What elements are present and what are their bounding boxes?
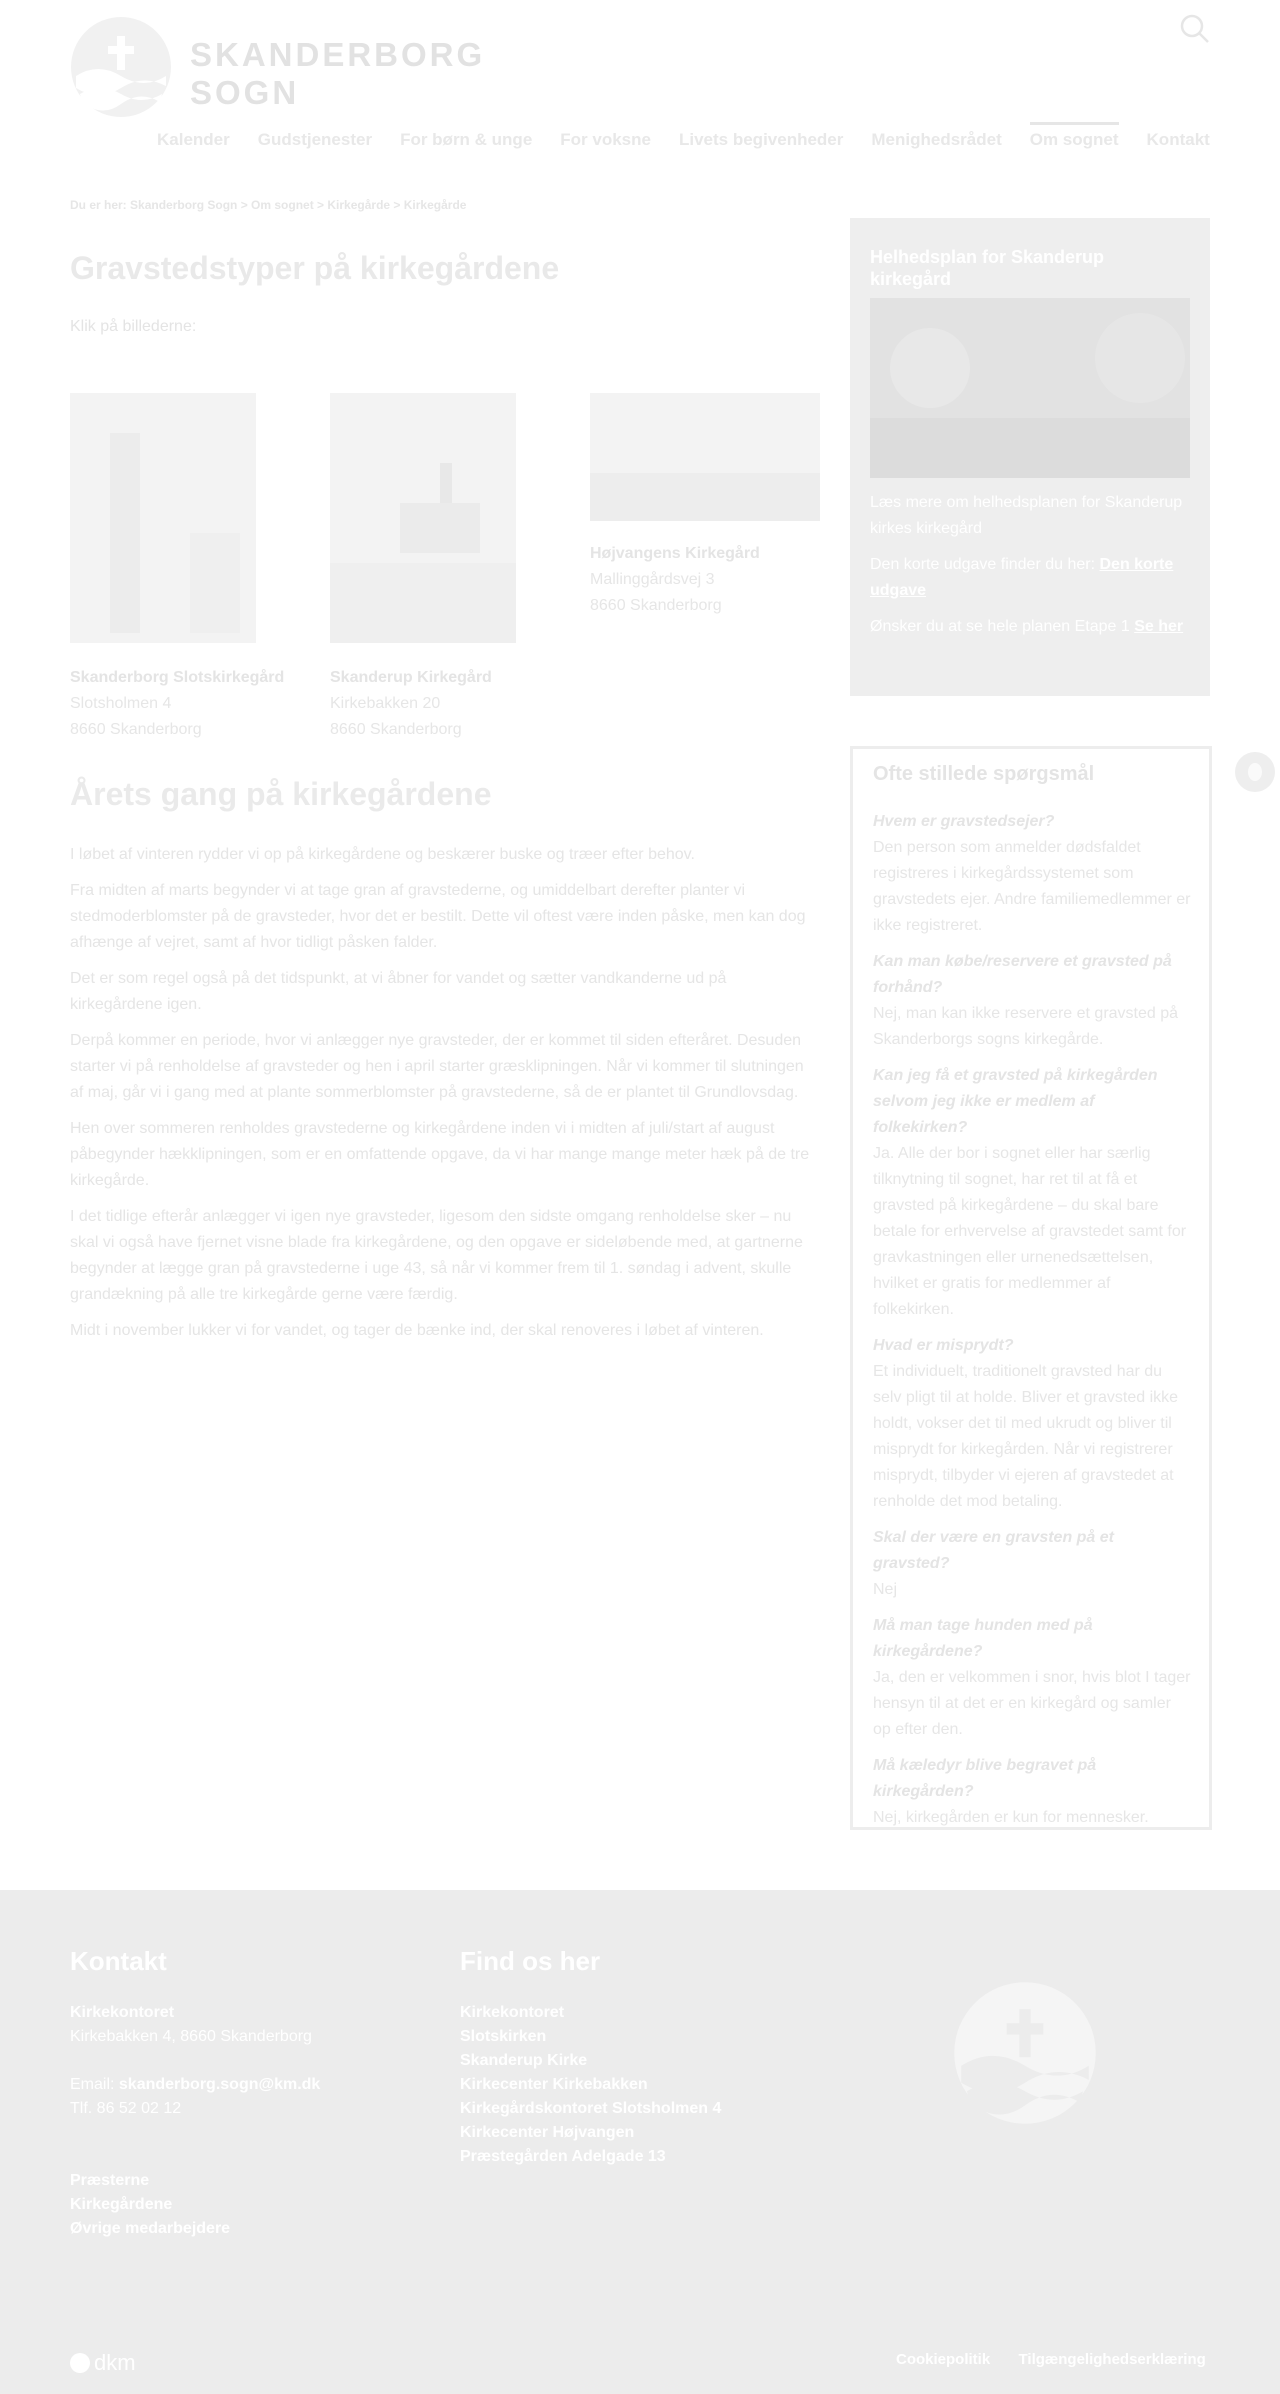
cemetery-card-1 (70, 665, 310, 743)
cemetery-card-3 (590, 541, 830, 619)
nav-kontakt[interactable]: Kontakt (1146, 130, 1210, 149)
cookie-link[interactable]: Cookiepolitik (896, 2351, 991, 2368)
cemetery-address: Slotsholmen 4 (70, 695, 172, 712)
faq-answer: Nej (873, 1581, 898, 1598)
logo-line2: SOGN (190, 74, 300, 111)
cemetery-city: 8660 Skanderborg (590, 597, 722, 614)
footer-contact (70, 1946, 320, 2241)
faq-heading: Ofte stillede spørgsmål (873, 763, 1095, 785)
paragraph: Midt i november lukker vi for vandet, og tager de bænke ind, der skal renoveres i løbet af vinteren. (70, 1322, 764, 1339)
plan-text-2-prefix: Den korte udgave finder du her: (870, 556, 1100, 573)
footer (0, 1890, 1280, 2394)
nav-menighedsraadet[interactable]: Menighedsrådet (871, 130, 1002, 149)
page-title: Gravstedstyper på kirkegårdene (70, 250, 560, 286)
footer-link-medarbejdere[interactable]: Øvrige medarbejdere (70, 2220, 231, 2237)
paragraph: Hen over sommeren renholdes gravstederne og kirkegårdene inden vi i midten af juli/start af august påbegynder hækklipningen, som er en omfattende opgave, da vi har mange mange meter hæk på de tre kirkegårde. (70, 1120, 810, 1189)
search-icon[interactable] (1180, 14, 1210, 44)
section-body (70, 842, 820, 1354)
find-link[interactable]: Kirkekontoret (460, 2004, 565, 2021)
nav-voksne[interactable]: For voksne (560, 130, 651, 149)
plan-title: Helhedsplan for Skanderup kirkegård (870, 247, 1105, 289)
plan-image[interactable] (870, 298, 1190, 478)
find-link[interactable]: Kirkecenter Højvangen (460, 2124, 635, 2141)
cemetery-image-hoejvangen[interactable] (590, 393, 820, 521)
logo-icon[interactable] (68, 14, 174, 120)
find-link[interactable]: Slotskirken (460, 2028, 547, 2045)
footer-contact-heading: Kontakt (70, 1946, 167, 1976)
cemetery-name[interactable]: Skanderup Kirkegård (330, 669, 492, 686)
paragraph: Fra midten af marts begynder vi at tage gran af gravstederne, og umiddelbart derefter planter vi stedmoderblomster på de gravsteder, hvor det er bestilt. Dette vil oftest være inden påske, men kan dog afhænge af vejret, samt af hvor tidligt påsken falder. (70, 882, 806, 951)
cemetery-image-skanderup[interactable] (330, 393, 516, 643)
faq-box (850, 746, 1212, 1830)
faq-answer: Den person som anmelder dødsfaldet registreres i kirkegårdssystemet som gravstedets ejer. Andre familiemedlemmer er ikke registreret. (873, 839, 1191, 934)
faq-question: Kan man købe/reservere et gravsted på forhånd? (873, 953, 1172, 996)
email-label: Email: (70, 2076, 119, 2093)
dkm-logo[interactable] (70, 2350, 136, 2376)
helhedsplan-box (850, 218, 1210, 696)
chat-widget-icon[interactable] (1235, 752, 1275, 792)
dkm-text: dkm (94, 2350, 136, 2375)
faq-question: Skal der være en gravsten på et gravsted? (873, 1529, 1114, 1572)
main-nav (157, 130, 1238, 150)
site-logo-text[interactable] (190, 36, 485, 112)
paragraph: Derpå kommer en periode, hvor vi anlægger nye gravsteder, der er kommet til siden efteråret. Desuden starter vi på renholdelse af gravsteder og hen i april starter græsklipningen. Når vi kommer til slutningen af maj, går vi i gang med at plante sommerblomster på gravstederne, så de er plantet til Grundlovsdag. (70, 1032, 804, 1101)
find-link[interactable]: Præstegården Adelgade 13 (460, 2148, 666, 2165)
cemetery-image-slotskirkegaard[interactable] (70, 393, 256, 643)
footer-find (460, 1946, 721, 2169)
cemetery-name[interactable]: Skanderborg Slotskirkegård (70, 669, 285, 686)
paragraph: Det er som regel også på det tidspunkt, at vi åbner for vandet og sætter vandkanderne ud på kirkegårdene igen. (70, 970, 727, 1013)
find-link[interactable]: Kirkegårdskontoret Slotsholmen 4 (460, 2100, 722, 2117)
plan-text (870, 490, 1190, 650)
faq-answer: Ja. Alle der bor i sognet eller har særlig tilknytning til sognet, har ret til at få et gravsted på kirkegårdene – du skal bare betale for erhvervelse af gravstedet samt for gravkastningen eller urnenedsættelsen, hvilket er gratis for medlemmer af folkekirken. (873, 1145, 1187, 1318)
email-link[interactable]: skanderborg.sogn@km.dk (118, 2076, 321, 2093)
cemetery-city: 8660 Skanderborg (70, 721, 202, 738)
plan-text-3 (870, 614, 1190, 640)
short-version-link[interactable]: Den korte udgave (870, 556, 1174, 599)
plan-text-2 (870, 552, 1190, 604)
cemetery-city: 8660 Skanderborg (330, 721, 462, 738)
paragraph: I det tidlige efterår anlægger vi igen nye gravsteder, ligesom den sidste omgang renholdelse sker – nu skal vi også have fjernet visne blade fra kirkegårdene, og den opgave er sideløbende med, at gartnerne begynder at lægge gran på gravstederne i uge 43, så når vi kommer frem til 1. søndag i advent, skulle grandækning på alle tre kirkegårde gerne være færdig. (70, 1208, 803, 1303)
nav-om-sognet[interactable]: Om sognet (1029, 130, 1119, 149)
paragraph: I løbet af vinteren rydder vi op på kirkegårdene og beskærer buske og træer efter behov. (70, 846, 695, 863)
find-link[interactable]: Kirkecenter Kirkebakken (460, 2076, 648, 2093)
email-line (70, 2073, 320, 2097)
footer-link-praester[interactable]: Præsterne (70, 2172, 150, 2189)
cemetery-address: Kirkebakken 20 (330, 695, 441, 712)
footer-bottom-links (896, 2351, 1206, 2368)
footer-link-kirkegaardene[interactable]: Kirkegårdene (70, 2196, 173, 2213)
phone: Tlf. 86 52 02 12 (70, 2100, 182, 2117)
nav-boern-unge[interactable]: For børn & unge (400, 130, 533, 149)
accessibility-link[interactable]: Tilgængelighedserklæring (1018, 2351, 1206, 2368)
faq-question: Hvem er gravstedsejer? (873, 813, 1055, 830)
full-plan-link[interactable]: Se her (1134, 618, 1184, 635)
nav-gudstjenester[interactable]: Gudstjenester (257, 130, 373, 149)
faq-question: Må man tage hunden med på kirkegårdene? (873, 1617, 1093, 1660)
intro-text: Klik på billederne: (70, 318, 197, 335)
office-address: Kirkebakken 4, 8660 Skanderborg (70, 2028, 312, 2045)
footer-logo-icon (950, 1978, 1100, 2128)
faq-question: Må kæledyr blive begravet på kirkegården? (873, 1757, 1097, 1800)
nav-kalender[interactable]: Kalender (157, 130, 230, 149)
cemetery-name[interactable]: Højvangens Kirkegård (590, 545, 760, 562)
plan-text-1: Læs mere om helhedsplanen for Skanderup kirkes kirkegård (870, 494, 1183, 537)
find-link[interactable]: Skanderup Kirke (460, 2052, 588, 2069)
faq-list (873, 799, 1193, 1831)
faq-answer: Nej, kirkegården er kun for mennesker. (873, 1809, 1149, 1826)
dkm-dot-icon (70, 2353, 90, 2373)
plan-text-3-prefix: Ønsker du at se hele planen Etape 1 (870, 618, 1135, 635)
faq-answer: Ja, den er velkommen i snor, hvis blot I tager hensyn til at det er en kirkegård og samler op efter den. (873, 1669, 1191, 1738)
footer-find-heading: Find os her (460, 1946, 601, 1976)
faq-question: Kan jeg få et gravsted på kirkegården selvom jeg ikke er medlem af folkekirken? (873, 1067, 1158, 1136)
logo-line1: SKANDERBORG (190, 36, 486, 73)
cemetery-address: Mallinggårdsvej 3 (590, 571, 715, 588)
breadcrumb[interactable]: Du er her: Skanderborg Sogn > Om sognet > Kirkegårde > Kirkegårde (70, 198, 467, 212)
faq-answer: Et individuelt, traditionelt gravsted har du selv pligt til at holde. Bliver et gravsted ikke holdt, vokser det til med ukrudt og bliver til misprydt for kirkegården. Når vi registrerer misprydt, tilbyder vi ejeren af gravstedet at renholde det mod betaling. (873, 1363, 1179, 1510)
cemetery-card-2 (330, 665, 570, 743)
office-name: Kirkekontoret (70, 2004, 175, 2021)
section-title: Årets gang på kirkegårdene (70, 776, 492, 812)
faq-question: Hvad er misprydt? (873, 1337, 1014, 1354)
faq-answer: Nej, man kan ikke reservere et gravsted på Skanderborgs sogns kirkegårde. (873, 1005, 1179, 1048)
nav-livets-begivenheder[interactable]: Livets begivenheder (678, 130, 844, 149)
